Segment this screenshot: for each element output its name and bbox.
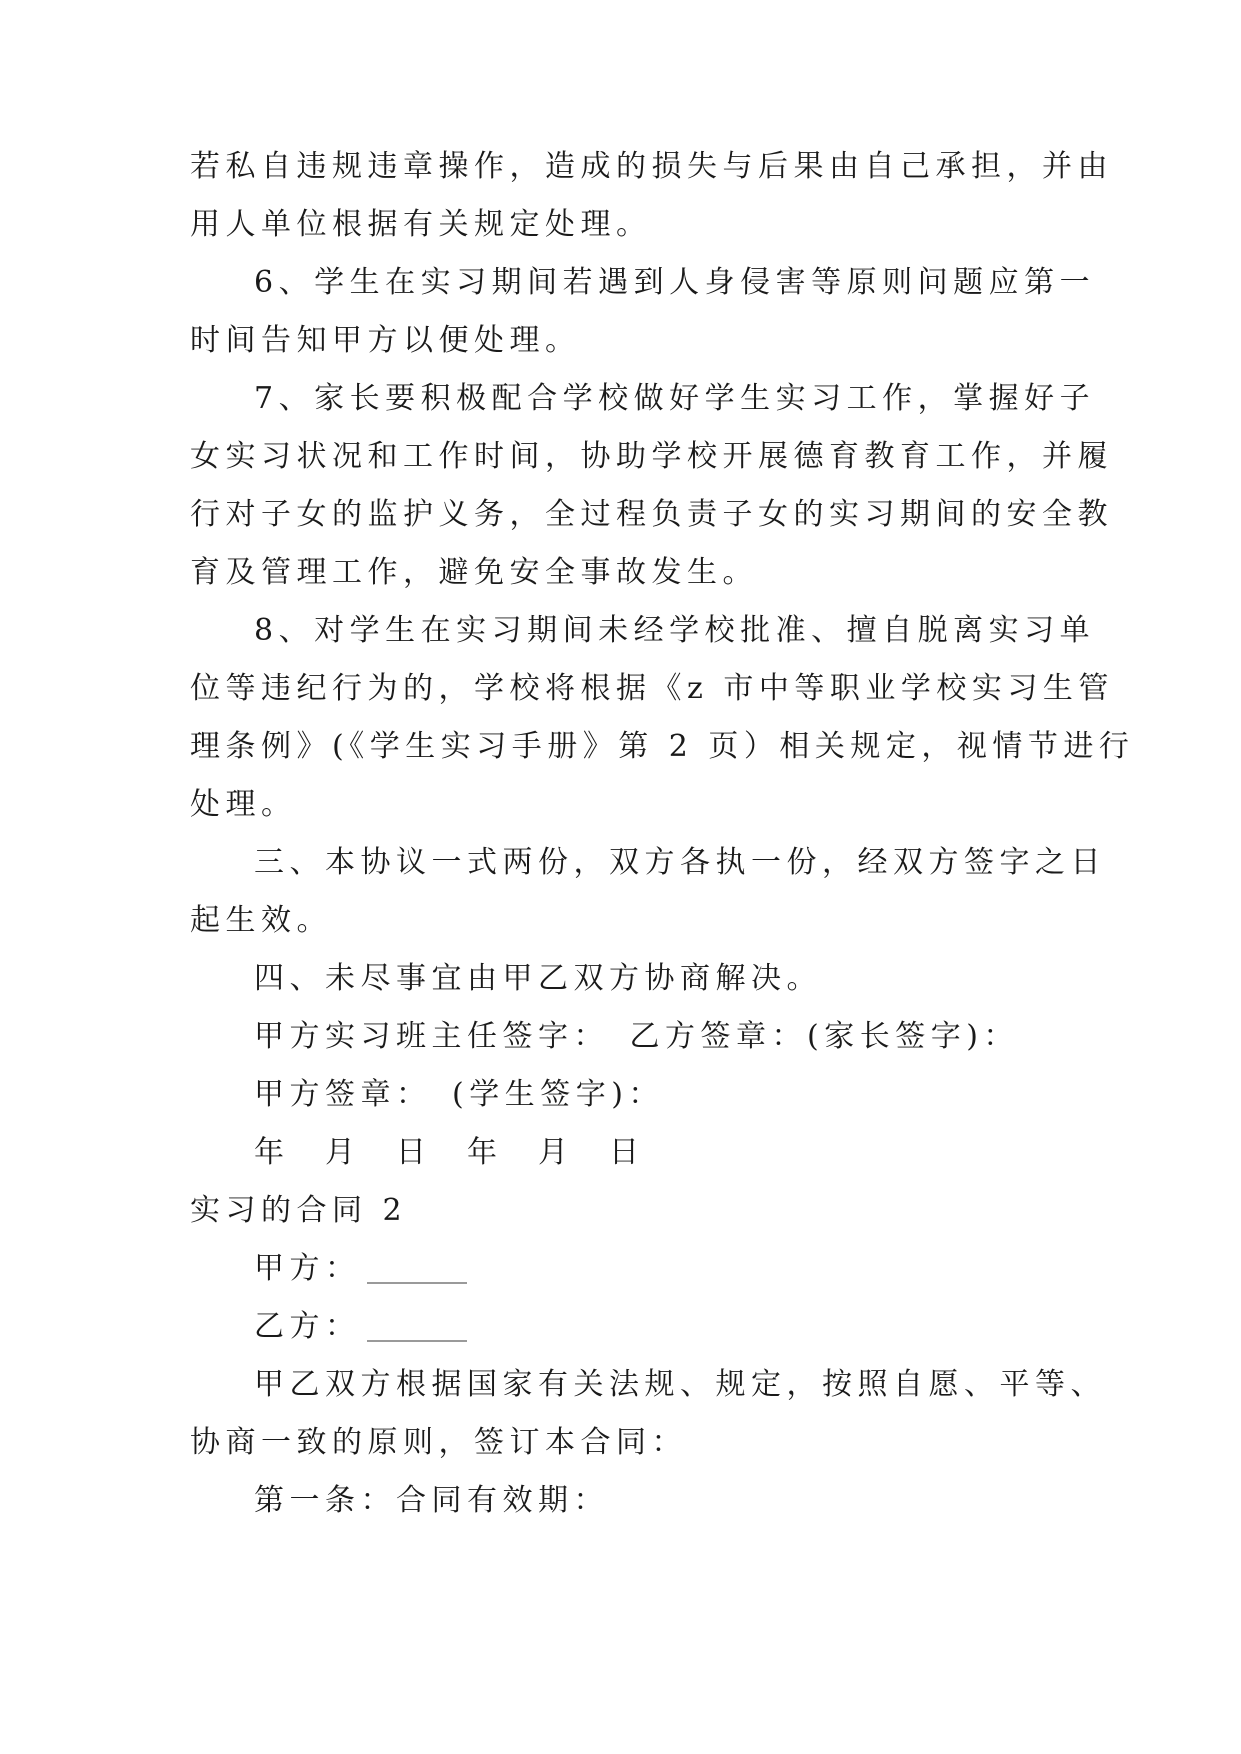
paragraph-6-line-2: 时间告知甲方以便处理。 bbox=[190, 323, 581, 358]
party-b-blank bbox=[367, 1338, 467, 1342]
paragraph-5-line-1: 若私自违规违章操作，造成的损失与后果由自己承担，并由 bbox=[190, 149, 1113, 184]
signature-line-2: 甲方签章： (学生签字)： bbox=[254, 1077, 664, 1112]
paragraph-7-line-1: 7、家长要积极配合学校做好学生实习工作，掌握好子 bbox=[254, 381, 1096, 416]
document-body bbox=[190, 138, 1135, 1530]
paragraph-7-line-2: 女实习状况和工作时间，协助学校开展德育教育工作，并履 bbox=[190, 439, 1113, 474]
paragraph-7-line-3: 行对子女的监护义务，全过程负责子女的实习期间的安全教 bbox=[190, 497, 1113, 532]
paragraph-7-line-4: 育及管理工作，避免安全事故发生。 bbox=[190, 555, 758, 590]
signature-line-1: 甲方实习班主任签字： 乙方签章：(家长签字)： bbox=[254, 1019, 1019, 1054]
preamble-line-1: 甲乙双方根据国家有关法规、规定，按照自愿、平等、 bbox=[254, 1367, 1106, 1402]
party-b-row bbox=[190, 1298, 1050, 1356]
date-line: 年 月 日 年 月 日 bbox=[254, 1135, 645, 1170]
clause-4: 四、未尽事宜由甲乙双方协商解决。 bbox=[254, 961, 822, 996]
party-a-row bbox=[190, 1240, 1050, 1298]
paragraph-6-line-1: 6、学生在实习期间若遇到人身侵害等原则问题应第一 bbox=[254, 265, 1096, 300]
paragraph-8-line-1: 8、对学生在实习期间未经学校批准、擅自脱离实习单 bbox=[254, 613, 1096, 648]
clause-3-line-2: 起生效。 bbox=[190, 903, 332, 938]
party-a-label: 甲方： bbox=[254, 1251, 361, 1286]
clause-3-line-1: 三、本协议一式两份，双方各执一份，经双方签字之日 bbox=[254, 845, 1106, 880]
preamble-line-2: 协商一致的原则，签订本合同： bbox=[190, 1425, 687, 1460]
paragraph-8-line-3: 理条例》(《学生实习手册》第 2 页）相关规定，视情节进行 bbox=[190, 729, 1135, 764]
party-b-label: 乙方： bbox=[254, 1309, 361, 1344]
contract-2-title: 实习的合同 2 bbox=[190, 1193, 408, 1228]
paragraph-5-line-2: 用人单位根据有关规定处理。 bbox=[190, 207, 652, 242]
party-a-blank bbox=[367, 1280, 467, 1284]
paragraph-8-line-4: 处理。 bbox=[190, 787, 297, 822]
article-1-heading: 第一条：合同有效期： bbox=[254, 1483, 609, 1518]
paragraph-8-line-2: 位等违纪行为的，学校将根据《z 市中等职业学校实习生管 bbox=[190, 671, 1114, 706]
